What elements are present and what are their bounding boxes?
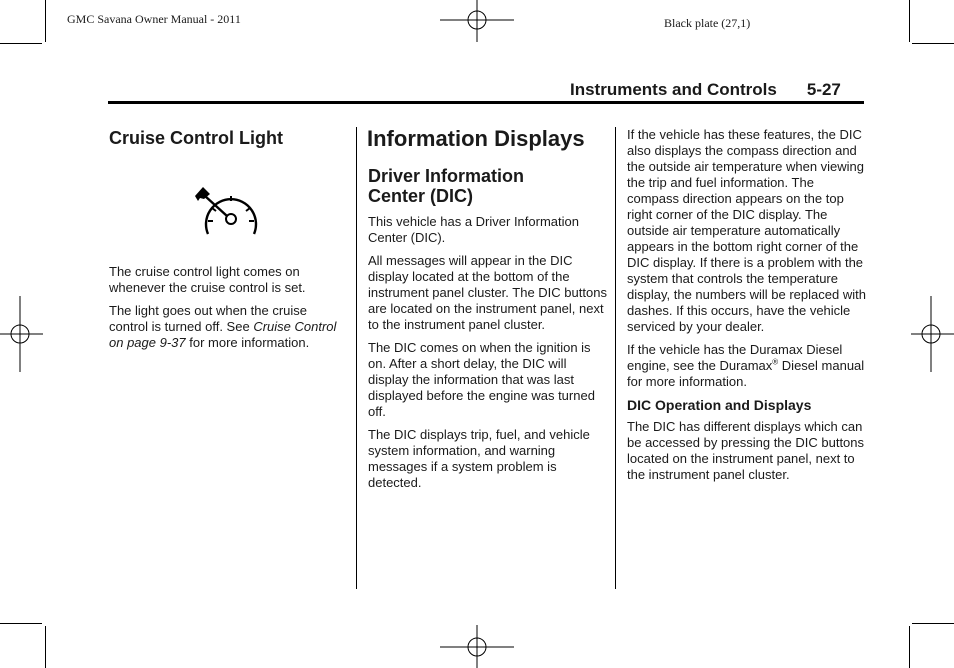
column-divider <box>615 127 616 589</box>
paragraph: The cruise control light comes on whenever the cruise control is set. <box>109 264 306 295</box>
section-header <box>570 80 841 100</box>
paragraph-text: Diesel manual for more information. <box>627 358 865 389</box>
information-displays-heading: Information Displays <box>367 126 585 151</box>
paragraph-text: If the vehicle has the Duramax Diesel engine, see the Duramax <box>627 342 843 373</box>
registration-mark-top <box>440 0 515 44</box>
registration-mark-bottom <box>440 625 515 668</box>
crop-mark <box>45 626 46 668</box>
paragraph: This vehicle has a Driver Information Center (DIC). <box>368 214 579 245</box>
paragraph: The DIC displays trip, fuel, and vehicle system information, and warning messages if a system problem is detected. <box>368 427 590 490</box>
registration-mark-left <box>0 296 44 372</box>
crop-mark <box>909 626 910 668</box>
page-number: 5-27 <box>806 80 841 99</box>
dic-features-text <box>627 127 867 490</box>
plate-label: Black plate (27,1) <box>664 16 751 30</box>
crop-mark <box>909 0 910 42</box>
paragraph: All messages will appear in the DIC display located at the bottom of the instrument panel cluster. The DIC buttons are located on the instrument panel, next to the instrument panel cluster. <box>368 253 607 332</box>
crop-mark <box>0 43 42 44</box>
crop-mark <box>0 623 42 624</box>
dic-text <box>368 214 608 498</box>
column-divider <box>356 127 357 589</box>
paragraph <box>627 342 867 390</box>
paragraph <box>109 303 339 351</box>
crop-mark <box>912 43 954 44</box>
registered-mark: ® <box>772 357 779 367</box>
crop-mark <box>45 0 46 42</box>
cruise-control-light-text <box>109 264 339 358</box>
manual-title: GMC Savana Owner Manual - 2011 <box>67 12 241 26</box>
cross-reference: Cruise Control on page 9-37 <box>109 319 337 350</box>
paragraph-text: for more information. <box>189 335 310 350</box>
cruise-control-light-heading: Cruise Control Light <box>109 128 283 148</box>
section-title: Instruments and Controls <box>570 80 777 99</box>
paragraph: If the vehicle has these features, the DIC also displays the compass direction and the outside air temperature when viewing the trip and fuel information. The compass direction appears on the top right corner of the DIC display. The outside air temperature automatically appears in the bottom right corner of the DIC display. If there is a problem with the system that controls the temperature display, the numbers will be replaced with dashes. If this occurs, have the vehicle serviced by your dealer. <box>627 127 866 334</box>
registration-mark-right <box>910 296 954 372</box>
header-rule <box>108 101 864 104</box>
paragraph: The DIC has different displays which can be accessed by pressing the DIC buttons located on the instrument panel, next to the instrument panel cluster. <box>627 419 865 482</box>
dic-operation-heading: DIC Operation and Displays <box>627 397 812 413</box>
dic-subheading: Driver Information Center (DIC) <box>368 166 525 206</box>
crop-mark <box>912 623 954 624</box>
cruise-control-speedometer-icon <box>195 186 261 242</box>
paragraph: The DIC comes on when the ignition is on. After a short delay, the DIC will display the information that was last displayed before the engine was turned off. <box>368 340 595 419</box>
paragraph-text: The light goes out when the cruise control is turned off. See <box>109 303 308 334</box>
